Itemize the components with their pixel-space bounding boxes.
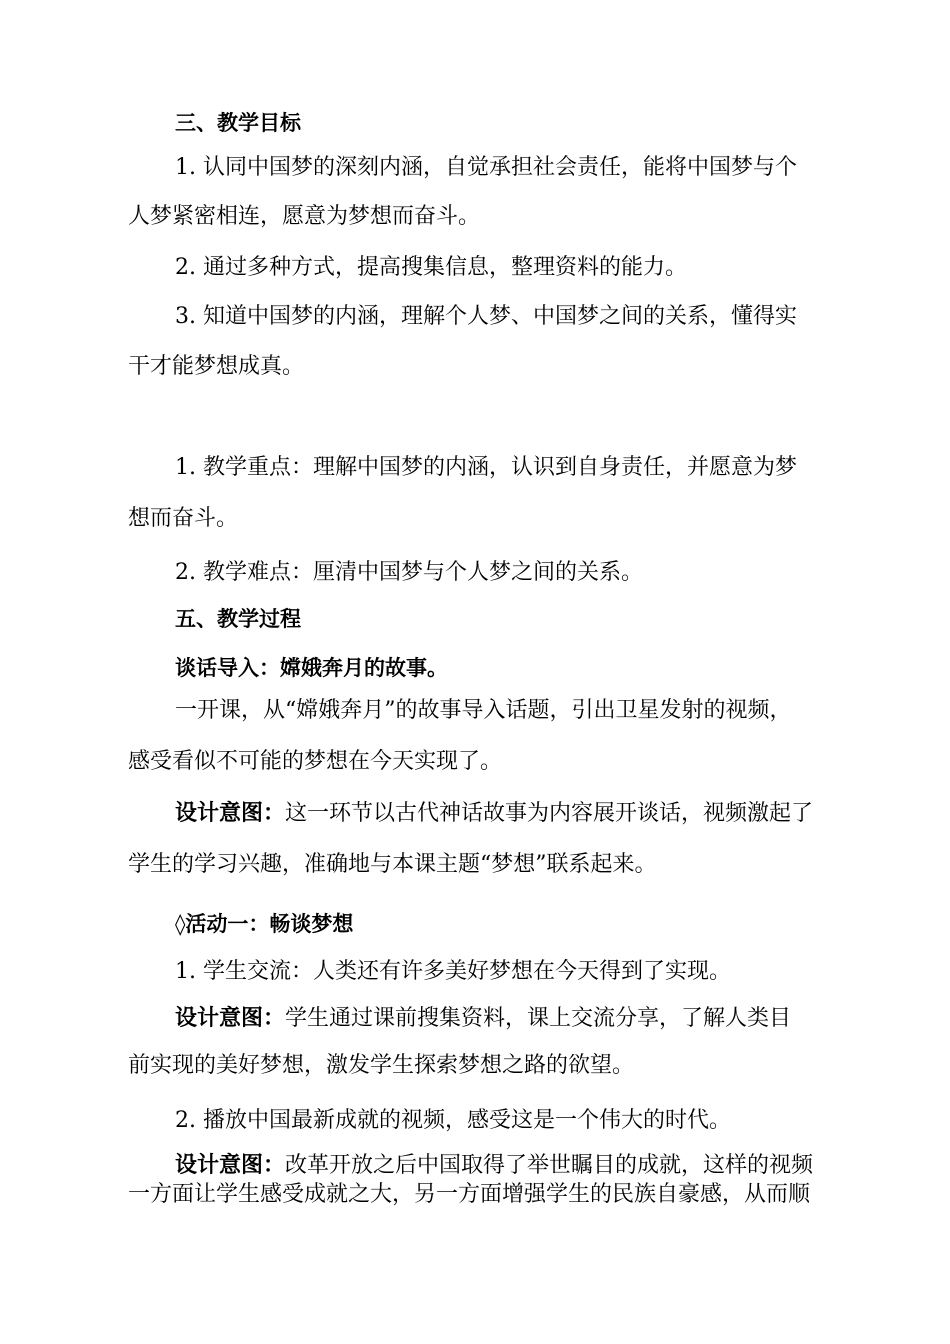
design-intent-2-line-1 (0, 1004, 950, 1034)
design-intent-3-line-1 (0, 1151, 950, 1181)
design-intent-label: 设计意图： (175, 801, 286, 826)
keypoint-item-2: 2. 教学难点：厘清中国梦与个人梦之间的关系。 (175, 560, 643, 585)
goal-item-1-line-2: 人梦紧密相连，愿意为梦想而奋斗。 (128, 204, 481, 229)
goal-item-3-line-2: 干才能梦想成真。 (128, 354, 305, 379)
keypoint-item-1-line-2: 想而奋斗。 (128, 506, 239, 531)
intro-line-2: 感受看似不可能的梦想在今天实现了。 (128, 749, 503, 774)
design-intent-2-line-2: 前实现的美好梦想，激发学生探索梦想之路的欲望。 (128, 1053, 635, 1078)
intro-line-1: 一开课，从“嫦娥奔月”的故事导入话题，引出卫星发射的视频， (175, 698, 792, 723)
section-heading-goals: 三、教学目标 (175, 111, 301, 135)
activity-item-1: 1. 学生交流：人类还有许多美好梦想在今天得到了实现。 (175, 959, 731, 984)
design-intent-3-line-2: 一方面让学生感受成就之大，另一方面增强学生的民族自豪感，从而顺 (128, 1182, 811, 1207)
design-intent-1-line-1 (0, 799, 950, 829)
design-intent-text: 改革开放之后中国取得了举世瞩目的成就，这样的视频 (285, 1153, 814, 1178)
goal-item-2: 2. 通过多种方式，提高搜集信息，整理资料的能力。 (175, 255, 687, 280)
section-heading-process: 五、教学过程 (175, 607, 301, 631)
design-intent-text: 学生通过课前搜集资料，课上交流分享，了解人类目 (285, 1006, 792, 1031)
keypoint-item-1-line-1: 1. 教学重点：理解中国梦的内涵，认识到自身责任，并愿意为梦 (175, 455, 797, 480)
activity-1-heading: ◊活动一：畅谈梦想 (175, 912, 354, 936)
design-intent-label: 设计意图： (175, 1006, 286, 1031)
design-intent-1-line-2: 学生的学习兴趣，准确地与本课主题“梦想”联系起来。 (128, 852, 657, 877)
goal-item-3-line-1: 3. 知道中国梦的内涵，理解个人梦、中国梦之间的关系，懂得实 (175, 304, 797, 329)
design-intent-label: 设计意图： (175, 1153, 286, 1178)
design-intent-text: 这一环节以古代神话故事为内容展开谈话，视频激起了 (285, 801, 814, 826)
activity-item-2: 2. 播放中国最新成就的视频，感受这是一个伟大的时代。 (175, 1108, 731, 1133)
intro-heading: 谈话导入：嫦娥奔月的故事。 (175, 656, 448, 680)
goal-item-1-line-1: 1. 认同中国梦的深刻内涵，自觉承担社会责任，能将中国梦与个 (175, 155, 797, 180)
